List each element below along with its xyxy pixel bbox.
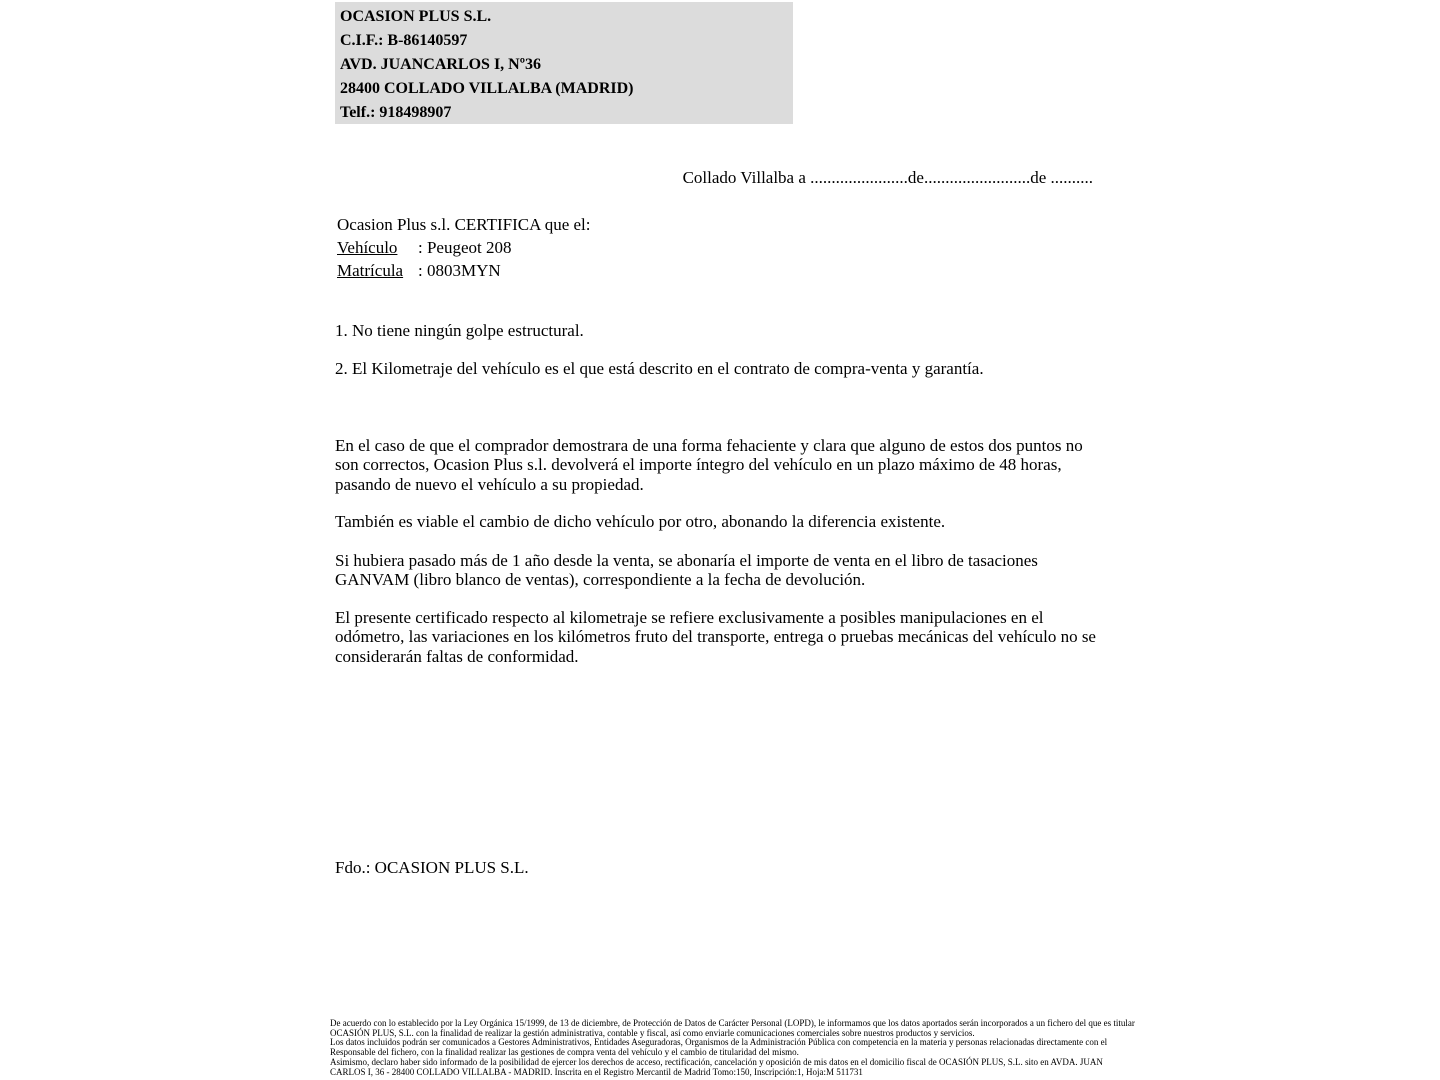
legal-footer-line: De acuerdo con lo establecido por la Ley Orgánica 15/1999, de 13 de diciembre, de Protección de Datos de Carácter Personal (LOPD), le informamos que los datos aportados serán incorporados a un fichero del que es titular [330, 1018, 1135, 1028]
legal-footer-line: Los datos incluidos podrán ser comunicados a Gestores Administrativos, Entidades Aseguradoras, Organismos de la Administración Pública con competencia en la materia y personas relacionadas directamente con el [330, 1037, 1108, 1048]
plate-label: Matrícula [337, 261, 404, 280]
company-phone: Telf.: 918498907 [340, 104, 452, 121]
paragraph-refund-terms: En el caso de que el comprador demostrara de una forma fehaciente y clara que alguno de estos dos puntos no son correctos, Ocasion Plus s.l. devolverá el importe íntegro del vehículo en un plazo máximo de 48 horas, pasando de nuevo el vehículo a su propiedad. [335, 436, 1083, 494]
certify-intro: Ocasion Plus s.l. CERTIFICA que el: [337, 215, 591, 234]
legal-footer-line: CARLOS I, 36 - 28400 COLLADO VILLALBA - MADRID. Inscrita en el Registro Mercantil de Madrid Tomo:150, Inscripción:1, Hoja:M 511731 [330, 1066, 863, 1077]
legal-footer-line: Responsable del fichero, con la finalidad realizar las gestiones de compra venta del vehículo y el cambio de titularidad del mismo. [330, 1047, 799, 1058]
paragraph-ganvam-valuation: Si hubiera pasado más de 1 año desde la venta, se abonaría el importe de venta en el libro de tasaciones GANVAM (libro blanco de ventas), correspondiente a la fecha de devolución. [335, 551, 1038, 590]
plate-row [337, 259, 1097, 282]
certification-point-1: 1. No tiene ningún golpe estructural. [335, 321, 584, 340]
date-line: Collado Villalba a .......................de.........................de .......... [682, 168, 1093, 187]
vehicle-label: Vehículo [337, 238, 398, 257]
company-name: OCASION PLUS S.L. [340, 8, 492, 25]
paragraph-odometer-disclaimer: El presente certificado respecto al kilometraje se refiere exclusivamente a posibles manipulaciones en el odómetro, las variaciones en los kilómetros fruto del transporte, entrega o pruebas mecánicas del vehículo no se considerarán faltas de conformidad. [335, 608, 1096, 666]
vehicle-row [337, 236, 1097, 259]
company-address: AVD. JUANCARLOS I, Nº36 [340, 56, 542, 73]
company-city: 28400 COLLADO VILLALBA (MADRID) [340, 80, 634, 97]
legal-footer-line: OCASIÓN PLUS, S.L. con la finalidad de realizar la gestión administrativa, contable y fiscal, así como enviarle comunicaciones comerciales sobre nuestros productos y servicios. [330, 1027, 975, 1038]
certification-point-2: 2. El Kilometraje del vehículo es el que está descrito en el contrato de compra-venta y garantía. [335, 359, 984, 378]
signature-line: Fdo.: OCASION PLUS S.L. [335, 858, 529, 877]
legal-footer [330, 1018, 1135, 1077]
company-cif: C.I.F.: B-86140597 [340, 32, 468, 49]
paragraph-exchange-option: También es viable el cambio de dicho vehículo por otro, abonando la diferencia existente. [335, 512, 946, 531]
plate-value: : 0803MYN [418, 261, 501, 280]
company-header-block [335, 2, 793, 124]
certification-block [337, 213, 1097, 282]
legal-footer-line: Asimismo, declaro haber sido informado de la posibilidad de ejercer los derechos de acceso, rectificación, cancelación y oposición de mis datos en el domicilio fiscal de OCASIÓN PLUS, S.L. sito en AVDA. JUAN [330, 1056, 1103, 1067]
vehicle-value: : Peugeot 208 [418, 238, 512, 257]
